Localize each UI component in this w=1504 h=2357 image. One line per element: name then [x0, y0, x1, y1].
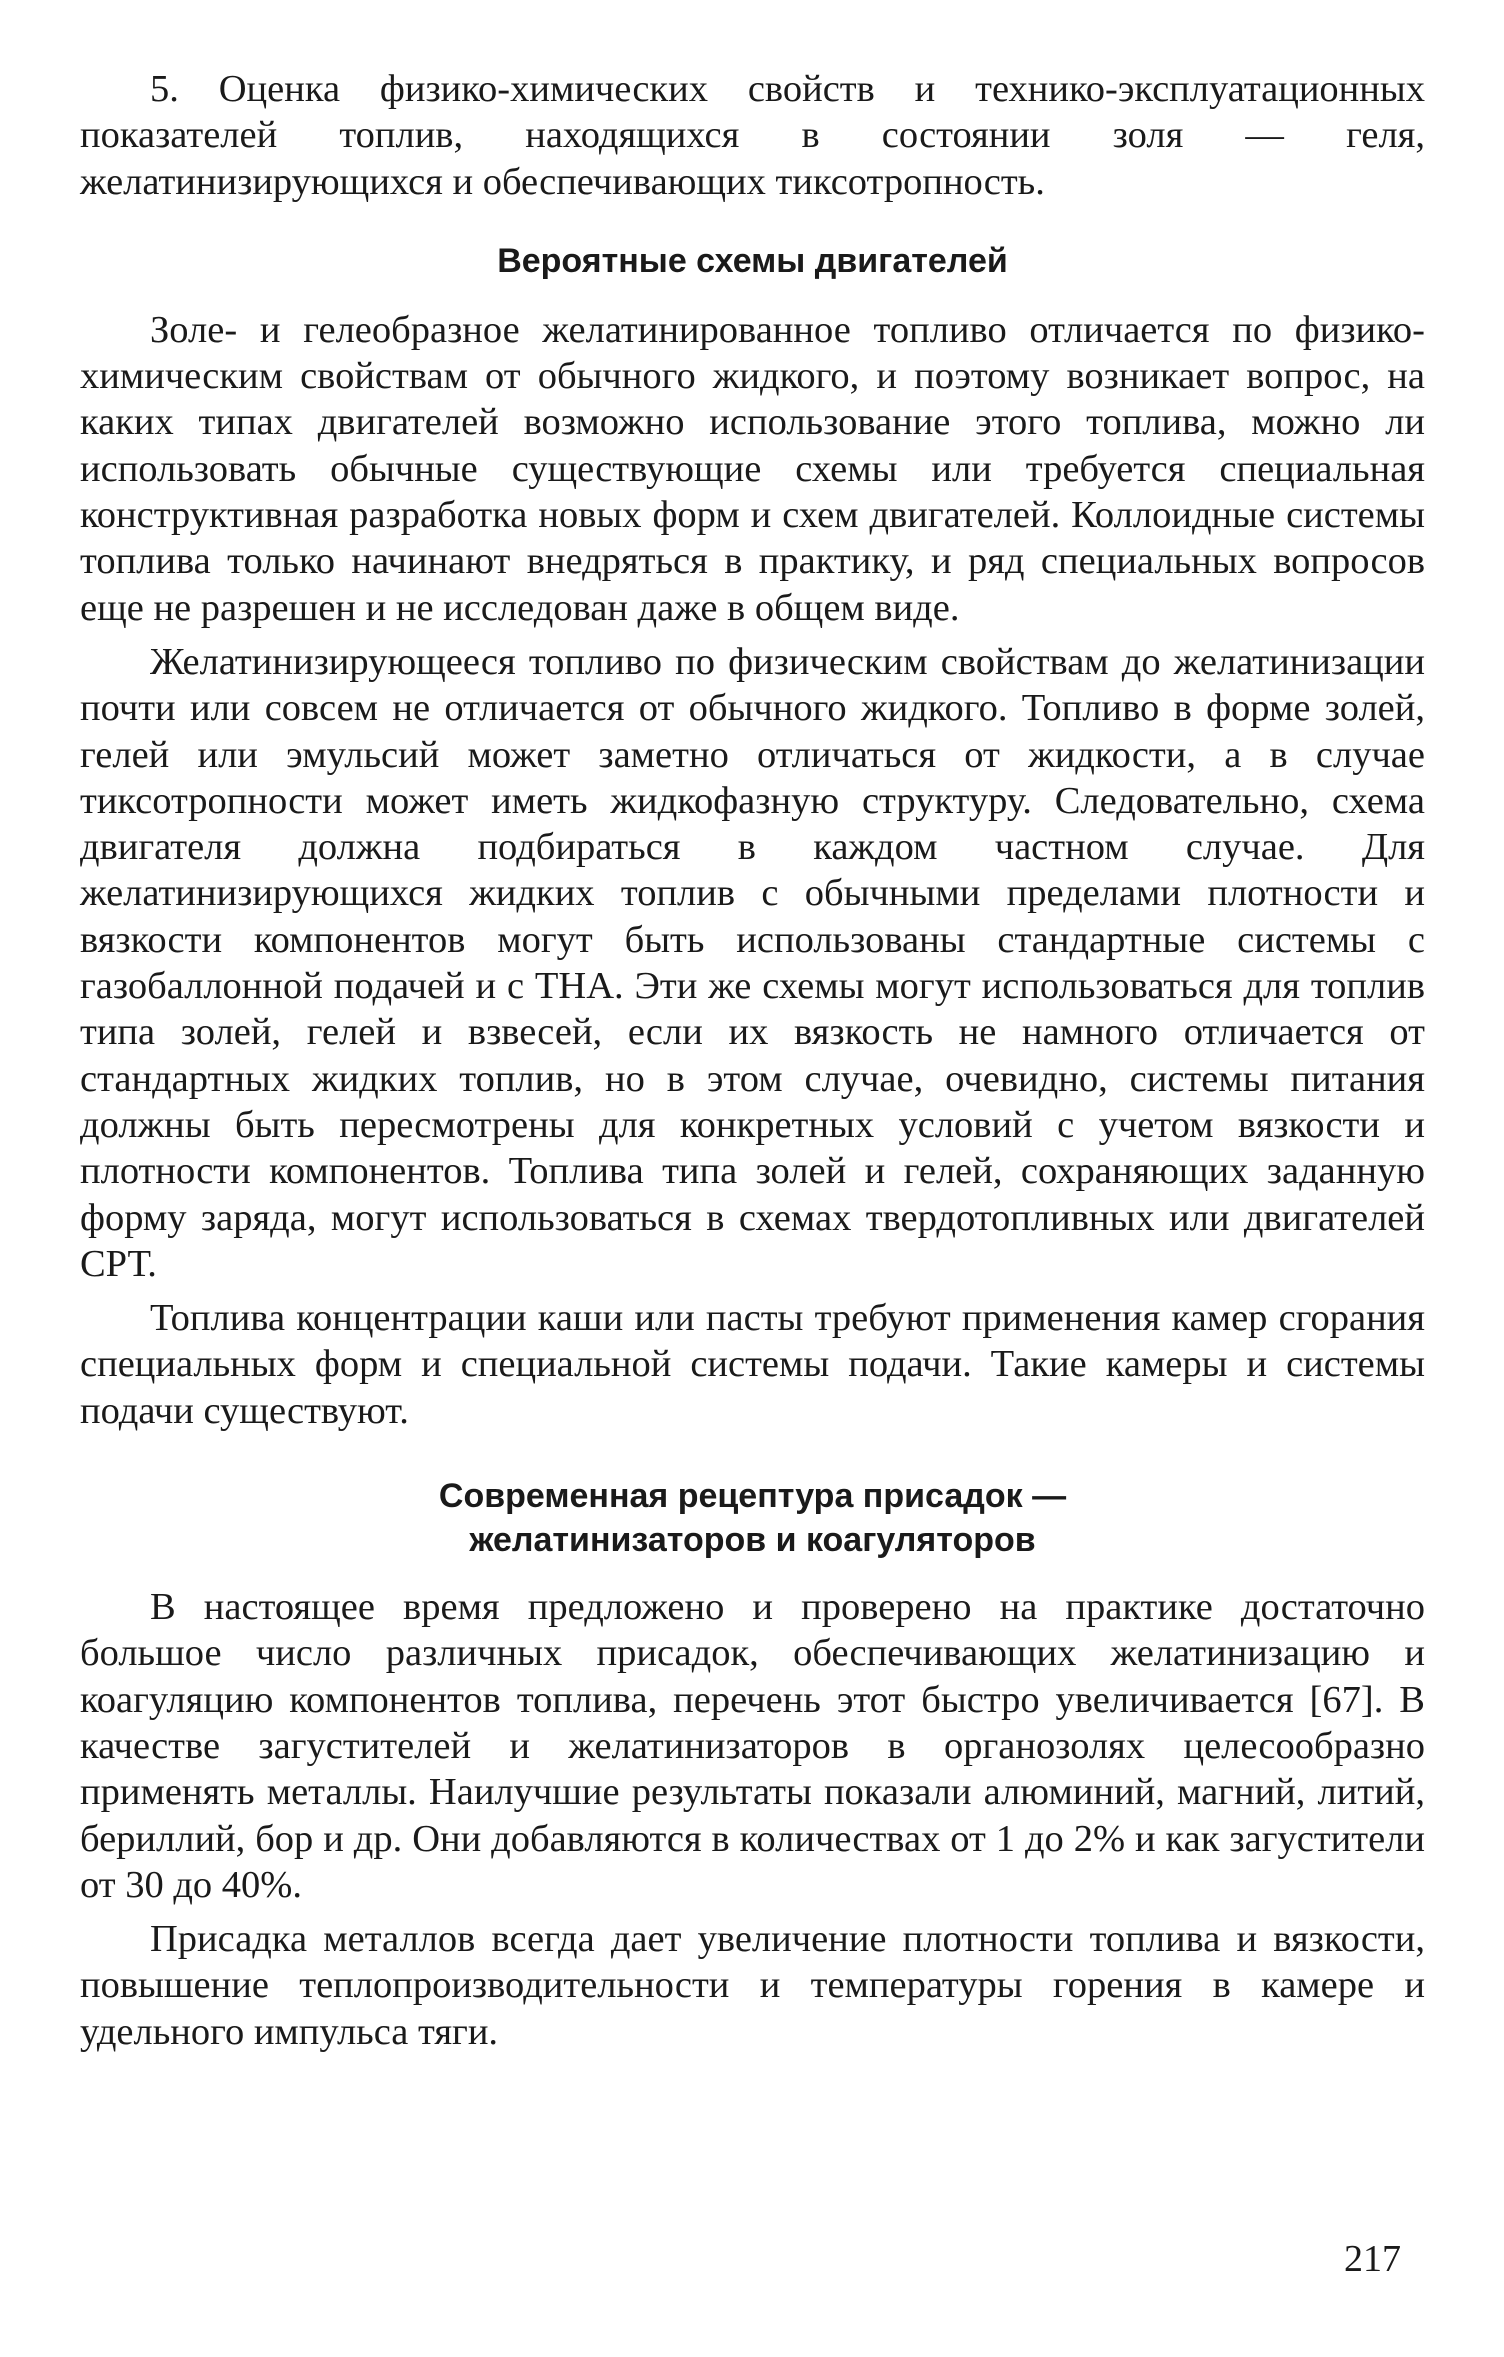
- section-heading-engine-schemes: Вероятные схемы двигателей: [497, 241, 1008, 280]
- paragraph-engines-1: Золе- и гелеобразное желатинированное топливо отличается по физико-химическим свойствам от обычного жидкого, и поэтому возникает вопрос, на каких типах двигателей возможно использование этого топлива, можно ли использовать обычные существующие схемы или требуется специальная конструктивная разработка новых форм и схем двигателей. Коллоидные системы топлива только начинают внедряться в практику, и ряд специальных вопросов еще не разрешен и не исследован даже в общем виде.: [80, 308, 1425, 629]
- paragraph-additives-2: Присадка металлов всегда дает увеличение плотности топлива и вязкости, повышение теплопроизводительности и температуры горения в камере и удельного импульса тяги.: [80, 1918, 1425, 2053]
- paragraph-additives-1: В настоящее время предложено и проверено на практике достаточно большое число различных присадок, обеспечивающих желатинизацию и коагуляцию компонентов топлива, перечень этот быстро увеличивается [67]. В качестве загустителей и желатинизаторов в органозолях целесообразно применять металлы. Наилучшие результаты показали алюминий, магний, литий, бериллий, бор и др. Они добавляются в количествах от 1 до 2% и как загустители от 30 до 40%.: [80, 1586, 1425, 1906]
- book-page: [80, 66, 1425, 2055]
- enumerated-item-5: 5. Оценка физико-химических свойств и технико-эксплуатационных показателей топлив, находящихся в состоянии золя — геля, желатинизирующихся и обеспечивающих тиксотропность.: [80, 68, 1425, 203]
- section-heading-additives: [80, 1474, 1425, 1562]
- section-heading-additives-line1: Современная рецептура присадок —: [438, 1477, 1067, 1516]
- paragraph-engines-2: Желатинизирующееся топливо по физическим свойствам до желатинизации почти или совсем не отличается от обычного жидкого. Топливо в форме золей, гелей или эмульсий может заметно отличаться от жидкости, а в случае тиксотропности может иметь жидкофазную структуру. Следовательно, схема двигателя должна подбираться в каждом частном случае. Для желатинизирующихся жидких топлив с обычными пределами плотности и вязкости компонентов могут быть использованы стандартные системы с газобаллонной подачей и с ТНА. Эти же схемы могут использоваться для топлив типа золей, гелей и взвесей, если их вязкость не намного отличается от стандартных жидких топлив, но в этом случае, очевидно, системы питания должны быть пересмотрены для конкретных условий с учетом вязкости и плотности компонентов. Топлива типа золей и гелей, сохраняющих заданную форму заряда, могут использоваться в схемах твердотопливных или двигателей СРТ.: [80, 640, 1425, 1285]
- section-heading-additives-line2: желатинизаторов и коагуляторов: [469, 1521, 1036, 1560]
- page-number: 217: [1344, 2238, 1401, 2280]
- paragraph-engines-3: Топлива концентрации каши или пасты требуют применения камер сгорания специальных форм и специальной системы подачи. Такие камеры и системы подачи существуют.: [80, 1297, 1425, 1432]
